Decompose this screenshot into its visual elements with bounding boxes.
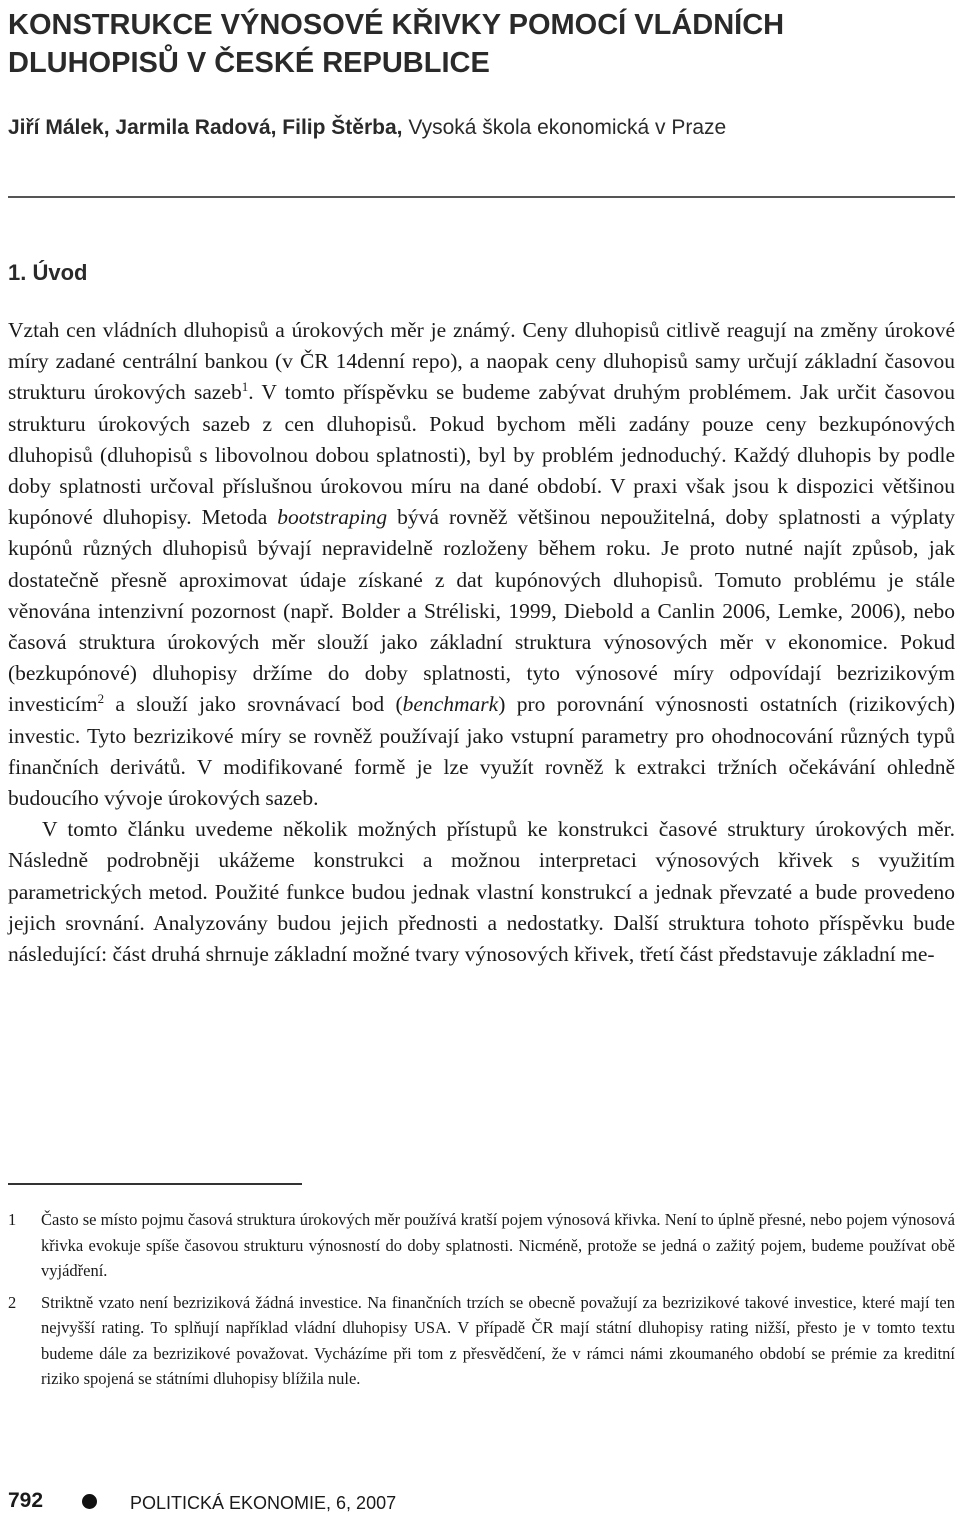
footnote-number: 2 [8,1292,17,1312]
paragraph-1-text-b: . V tomto příspěvku se budeme zabývat druhým problémem. Jak určit časovou strukturu úrokových sazeb z cen dluhopisů. Pokud bychom měli zadány pouze ceny bezkupónových dluhopisů (dluhopisů s libovolnou dobou splatnosti), byl by problém jednoduchý. Každý dluhopis by podle doby splatnosti určoval příslušnou úrokovou míru na dané období. V praxi však jsou k dispozici většinou kupónové dluhopisy. Metoda [8,380,955,530]
author-names: Jiří Málek, Jarmila Radová, Filip Štěrba, [8,116,403,139]
paragraph-1-text-a: Vztah cen vládních dluhopisů a úrokových měr je známý. Ceny dluhopisů citlivě reagují na změny úrokové míry zadané centrální bankou (v ČR 14denní repo), a naopak ceny dluhopisů samy určují základní časovou strukturu úrokových sazeb [8,318,955,405]
footnote-2 [8,1290,955,1392]
article-title-line-1: KONSTRUKCE VÝNOSOVÉ KŘIVKY POMOCÍ VLÁDNÍCH [8,9,785,41]
paragraph-1-text-c: bývá rovněž většinou nepoužitelná, doby splatnosti a výplaty kupónů různých dluhopisů bývají nepravidelně rozloženy během roku. Je proto nutné najít způsob, jak dostatečně přesně aproximovat údaje získané z dat kupónových dluhopisů. Tomuto problému je stále věnována intenzivní pozornost (např. Bolder a Stréliski, 1999, Diebold a Canlin 2006, Lemke, 2006), nebo časová struktura úrokových měr slouží jako základní struktura výnosových měr v ekonomice. Pokud (bezkupónové) dluhopisy držíme do doby splatnosti, tyto výnosové míry odpovídají bezrizikovým investicím [8,505,955,717]
footnote-1 [8,1207,955,1284]
footnote-text: Často se místo pojmu časová struktura úrokových měr používá kratší pojem výnosová křivka. Není to úplně přesné, nebo pojem výnosová křivka evokuje spíše časovou strukturu výnosností do doby splatnosti. Nicméně, protože se jedná o zažitý pojem, budeme používat obě vyjádření. [41,1210,955,1280]
article-title [8,6,948,82]
footnote-number: 1 [8,1210,17,1229]
footnote-ref-2: 2 [97,691,105,707]
section-heading: 1. Úvod [8,260,88,285]
paragraph-1-text-e: ) pro porovnání výnosnosti ostatních (rizikových) investic. Tyto bezrizikové míry se rovněž používají jako vstupní parametry pro ohodnocování různých typů finančních derivátů. V modifikované formě je lze využít rovněž k extrakci tržních očekávání ohledně budoucího vývoje úrokových sazeb. [8,692,956,811]
author-line [8,114,948,142]
header-divider [8,196,955,198]
term-bootstraping: bootstraping [277,505,388,530]
term-benchmark: benchmark [402,692,499,717]
journal-name: POLITICKÁ EKONOMIE, 6, 2007 [130,1493,397,1513]
paragraph-1-text-d: a slouží jako srovnávací bod ( [104,692,403,717]
author-affiliation: Vysoká škola ekonomická v Praze [408,116,727,139]
page-number: 792 [8,1489,44,1512]
page-footer [8,1486,708,1516]
bullet-dot-icon [82,1494,97,1509]
section-body [8,315,955,970]
article-title-line-2: DLUHOPISŮ V ČESKÉ REPUBLICE [8,47,490,79]
paragraph-1 [8,315,955,814]
footnote-ref-1: 1 [241,379,249,395]
footnote-text: Striktně vzato není bezriziková žádná investice. Na finančních trzích se obecně považují za bezrizikové takové investice, které mají ten nejvyšší rating. To splňují například vládní dluhopisy USA. V případě ČR mají státní dluhopisy rating nižší, přesto je v tomto textu budeme dále za bezrizikové považovat. Vycházíme při tom z přesvědčení, že v rámci námi zkoumaného období se prémie za kreditní riziko spojená se státními dluhopisy blížila nule. [41,1292,955,1388]
footnotes [8,1207,955,1398]
footnote-divider [8,1183,302,1185]
paragraph-2: V tomto článku uvedeme několik možných přístupů ke konstrukci časové struktury úrokových měr. Následně podrobněji ukážeme konstrukci a možnou interpretaci výnosových křivek s využitím parametrických metod. Použité funkce budou jednak vlastní konstrukcí a jednak převzaté a bude provedeno jejich srovnání. Analyzovány budou jejich přednosti a nedostatky. Další struktura tohoto příspěvku bude následující: část druhá shrnuje základní možné tvary výnosových křivek, třetí část představuje základní me- [8,817,955,967]
